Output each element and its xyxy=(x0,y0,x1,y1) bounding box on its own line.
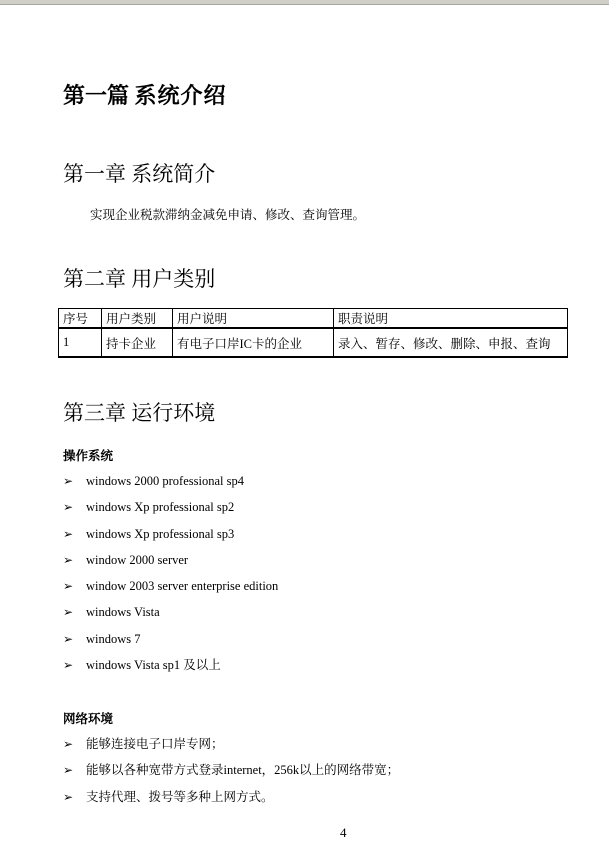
list-item: ➢ windows Vista xyxy=(63,605,160,620)
user-category-table xyxy=(58,308,568,358)
cell-index: 1 xyxy=(59,328,102,357)
arrow-bullet-icon: ➢ xyxy=(63,737,74,751)
cell-user-desc: 有电子口岸IC卡的企业 xyxy=(173,328,334,357)
list-item: ➢ windows Xp professional sp3 xyxy=(63,526,235,541)
arrow-bullet-icon: ➢ xyxy=(63,763,74,778)
list-item: ➢ 支持代理、拨号等多种上网方式。 xyxy=(63,789,274,804)
cell-duty-desc: 录入、暂存、修改、删除、申报、查询 xyxy=(334,328,568,357)
list-item: ➢ window 2000 server xyxy=(63,552,189,567)
os-list xyxy=(63,473,278,683)
part-prefix: 第一篇 xyxy=(63,83,130,108)
document-page xyxy=(0,5,609,868)
list-item: ➢ 能够连接电子口岸专网； xyxy=(63,737,224,751)
part-title xyxy=(63,79,227,110)
list-item: ➢ 能够以各种宽带方式登录internet，256k以上的网络带宽； xyxy=(63,763,400,778)
list-item: ➢ windows 2000 professional sp4 xyxy=(63,474,244,488)
cell-user-type: 持卡企业 xyxy=(102,328,173,357)
os-section-title: 操作系统 xyxy=(63,449,114,463)
arrow-bullet-icon: ➢ xyxy=(63,500,74,515)
arrow-bullet-icon: ➢ xyxy=(63,789,74,804)
network-list xyxy=(63,736,399,815)
part-name: 系统介绍 xyxy=(134,83,227,108)
list-item: ➢ window 2003 server enterprise edition xyxy=(63,579,279,594)
arrow-bullet-icon: ➢ xyxy=(63,474,74,488)
list-item: ➢ windows Vista sp1 及以上 xyxy=(63,658,221,673)
arrow-bullet-icon: ➢ xyxy=(63,579,74,594)
chapter-3-title: 第三章 运行环境 xyxy=(63,401,216,425)
arrow-bullet-icon: ➢ xyxy=(63,631,74,646)
chapter-2-title: 第二章 用户类别 xyxy=(63,267,216,291)
arrow-bullet-icon: ➢ xyxy=(63,658,74,673)
chapter-1-text: 实现企业税款滞纳金减免申请、修改、查询管理。 xyxy=(90,208,366,222)
col-header-duty-desc: 职责说明 xyxy=(334,309,568,329)
network-section-title: 网络环境 xyxy=(63,712,114,726)
col-header-index: 序号 xyxy=(59,309,102,329)
list-item: ➢ windows 7 xyxy=(63,631,141,646)
table-header-row xyxy=(59,309,568,329)
list-item: ➢ windows Xp professional sp2 xyxy=(63,500,235,515)
col-header-user-type: 用户类别 xyxy=(102,309,173,329)
table-row xyxy=(59,328,568,357)
arrow-bullet-icon: ➢ xyxy=(63,605,74,620)
col-header-user-desc: 用户说明 xyxy=(173,309,334,329)
page-number: 4 xyxy=(340,825,347,840)
arrow-bullet-icon: ➢ xyxy=(63,526,74,541)
chapter-1-title: 第一章 系统简介 xyxy=(63,162,216,186)
arrow-bullet-icon: ➢ xyxy=(63,552,74,567)
